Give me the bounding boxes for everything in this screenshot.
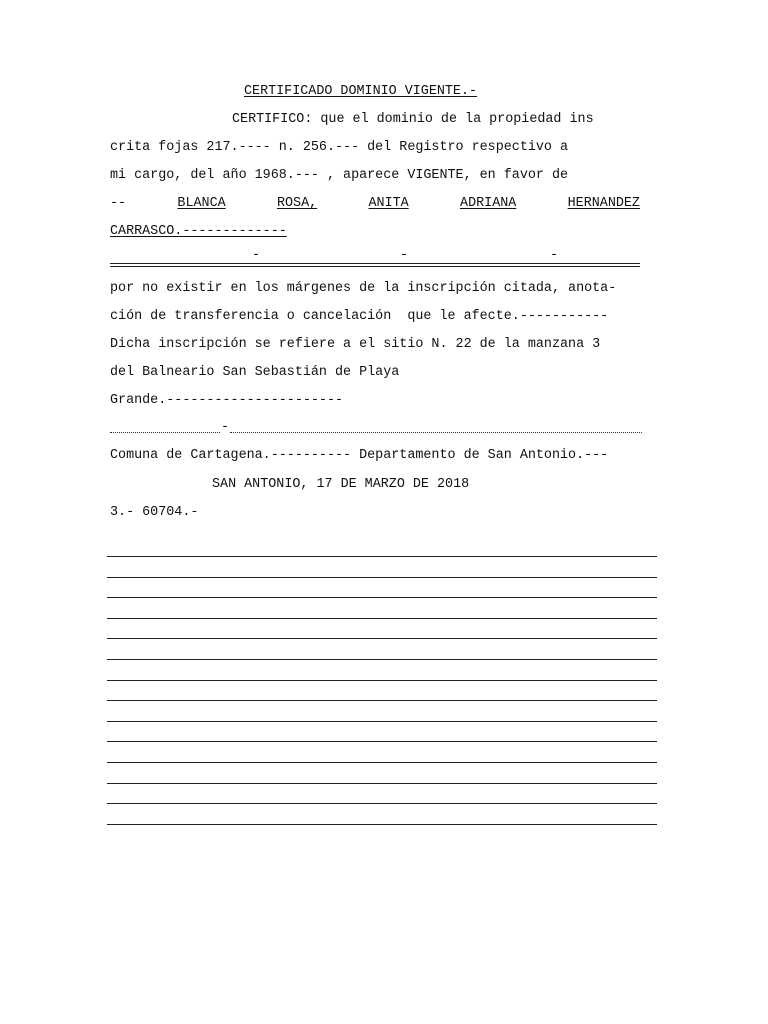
blank-ruled-lines [107, 556, 657, 844]
body-line-1: CERTIFICO: que el dominio de la propiedad ins [232, 112, 594, 127]
document-title: CERTIFICADO DOMINIO VIGENTE.- [244, 84, 478, 99]
separator-rule-top [110, 263, 640, 264]
owner-line [110, 196, 640, 212]
blank-line [107, 700, 657, 701]
owner-word: BLANCA [177, 196, 226, 211]
blank-line [107, 762, 657, 763]
blank-line [107, 659, 657, 660]
dotted-rule-right [230, 432, 642, 433]
dotted-rule-left [110, 432, 220, 433]
blank-line [107, 824, 657, 825]
blank-line [107, 556, 657, 557]
blank-line [107, 721, 657, 722]
owner-word: HERNANDEZ [567, 196, 640, 211]
body-line-6: por no existir en los márgenes de la inscripción citada, anota- [110, 281, 617, 296]
blank-line [107, 783, 657, 784]
body-line-2: crita fojas 217.---- n. 256.--- del Registro respectivo a [110, 140, 569, 155]
separator-dash: - [550, 248, 559, 263]
body-line-10: Grande.---------------------- [110, 393, 344, 408]
owner-word: ADRIANA [460, 196, 517, 211]
double-rule-separator [110, 250, 640, 268]
reference-number: 3.- 60704.- [110, 505, 199, 520]
commune-line: Comuna de Cartagena.---------- Departamento de San Antonio.--- [110, 448, 609, 463]
owner-surname-line: CARRASCO.------------- [110, 224, 287, 239]
owner-word: ROSA, [276, 196, 318, 211]
dotted-separator-dash: - [221, 420, 230, 435]
blank-line [107, 803, 657, 804]
body-line-7: ción de transferencia o cancelación que le afecte.----------- [110, 309, 609, 324]
blank-line [107, 618, 657, 619]
body-line-8: Dicha inscripción se refiere a el sitio N. 22 de la manzana 3 [110, 337, 601, 352]
separator-dash: - [400, 248, 409, 263]
date-line: SAN ANTONIO, 17 DE MARZO DE 2018 [212, 477, 470, 492]
blank-line [107, 577, 657, 578]
separator-rule-bottom [110, 266, 640, 267]
separator-dash: - [252, 248, 261, 263]
blank-line [107, 638, 657, 639]
owner-line-prefix: -- [110, 196, 127, 211]
blank-line [107, 741, 657, 742]
owner-word: ANITA [368, 196, 409, 211]
body-line-3: mi cargo, del año 1968.--- , aparece VIGENTE, en favor de [110, 168, 569, 183]
blank-line [107, 597, 657, 598]
dotted-separator [110, 422, 642, 438]
blank-line [107, 680, 657, 681]
body-line-9: del Balneario San Sebastián de Playa [110, 365, 400, 380]
